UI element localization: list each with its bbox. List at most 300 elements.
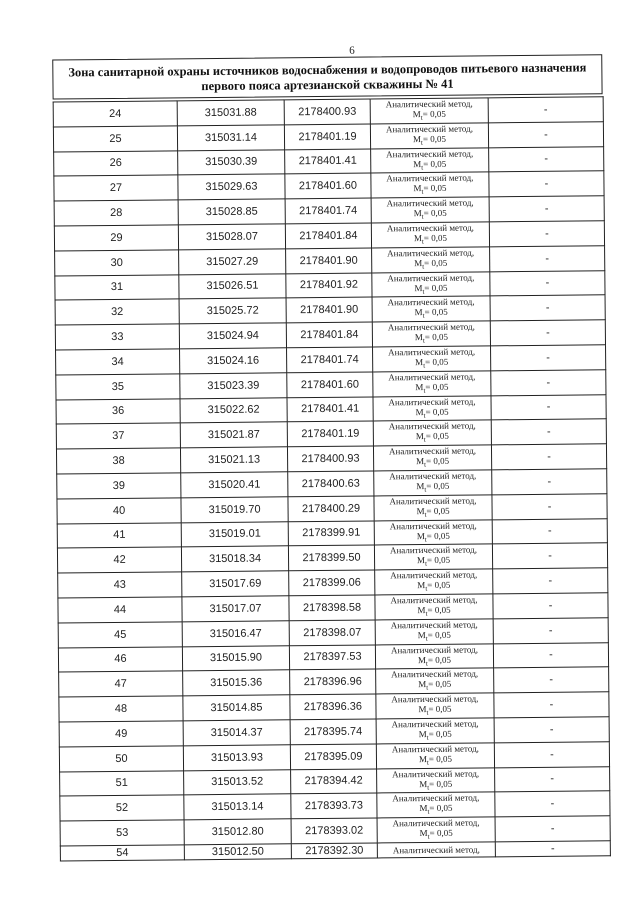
method-label: Аналитический метод, xyxy=(392,817,480,829)
method-precision-value: = 0,05 xyxy=(428,679,452,690)
dash-cell: - xyxy=(491,419,606,445)
coordinate-y: 2178401.60 xyxy=(285,173,371,199)
coordinate-x: 315020.41 xyxy=(181,472,288,498)
method-precision xyxy=(374,480,491,495)
method-label: Аналитический метод, xyxy=(386,197,474,209)
point-number: 35 xyxy=(56,374,180,400)
point-number: 37 xyxy=(56,423,180,449)
coordinate-x: 315021.13 xyxy=(180,447,287,473)
coordinate-y: 2178400.93 xyxy=(284,99,370,125)
method-precision-symbol: M xyxy=(415,431,424,442)
method-precision xyxy=(373,307,490,322)
method-precision-value: = 0,05 xyxy=(426,530,450,541)
method-precision-value: = 0,05 xyxy=(429,778,453,789)
method-cell xyxy=(375,594,493,620)
dash-cell: - xyxy=(495,766,610,792)
method-precision-value: = 0,05 xyxy=(429,827,453,839)
method-precision-symbol: M xyxy=(412,109,421,120)
method-cell xyxy=(373,395,491,421)
method-precision xyxy=(375,530,492,545)
coordinate-x: 315025.72 xyxy=(179,298,286,324)
method-cell xyxy=(374,470,492,496)
method-cell xyxy=(372,247,490,273)
point-number: 53 xyxy=(60,820,184,846)
method-precision xyxy=(374,456,491,471)
coordinate-x: 315029.63 xyxy=(178,174,285,200)
coordinate-y: 2178401.90 xyxy=(286,297,372,323)
method-precision-subscript: t xyxy=(421,212,424,221)
method-precision xyxy=(372,257,489,272)
point-number: 25 xyxy=(53,126,177,152)
method-precision-subscript: t xyxy=(422,287,425,296)
method-precision-symbol: M xyxy=(418,728,427,739)
method-label: Аналитический метод, xyxy=(389,495,477,507)
method-cell xyxy=(377,817,495,843)
dash-cell: - xyxy=(488,97,603,123)
dash-cell: - xyxy=(489,221,604,247)
method-precision-symbol: M xyxy=(413,183,422,194)
coordinate-y: 2178399.91 xyxy=(288,521,374,547)
method-cell xyxy=(376,693,494,719)
method-precision-subscript: t xyxy=(421,237,424,246)
method-precision-subscript: t xyxy=(424,460,427,469)
point-number: 40 xyxy=(57,498,181,524)
coordinate-y: 2178400.63 xyxy=(288,471,374,497)
coordinate-y: 2178401.41 xyxy=(287,397,373,423)
point-number: 39 xyxy=(57,473,181,499)
point-number: 44 xyxy=(58,597,182,623)
method-precision-value: = 0,05 xyxy=(424,282,448,293)
method-precision xyxy=(373,332,490,347)
method-label: Аналитический метод, xyxy=(391,668,479,680)
method-precision-subscript: t xyxy=(426,708,429,717)
coordinate-x: 315027.29 xyxy=(179,249,286,275)
dash-cell: - xyxy=(495,841,610,857)
method-precision-subscript: t xyxy=(421,188,424,197)
method-cell xyxy=(377,792,495,818)
method-precision-symbol: M xyxy=(415,356,424,368)
method-precision-value: = 0,05 xyxy=(428,753,453,764)
coordinate-x: 315022.62 xyxy=(180,397,287,423)
dash-cell: - xyxy=(493,617,608,643)
coordinate-y: 2178395.09 xyxy=(290,744,376,770)
method-label: Аналитический метод, xyxy=(387,296,475,308)
method-cell xyxy=(372,296,490,322)
method-precision-symbol: M xyxy=(413,232,423,244)
coordinate-x: 315026.51 xyxy=(179,273,286,299)
method-precision xyxy=(373,356,490,371)
method-precision-subscript: t xyxy=(426,733,429,742)
method-precision-subscript: t xyxy=(420,138,424,147)
coordinate-x: 315014.85 xyxy=(183,695,290,721)
coordinate-x: 315017.07 xyxy=(182,596,289,622)
point-number: 52 xyxy=(60,795,184,821)
method-label: Аналитический метод, xyxy=(390,619,478,631)
method-label: Аналитический метод, xyxy=(387,272,475,283)
method-precision xyxy=(371,133,488,148)
coordinate-y: 2178401.84 xyxy=(286,322,372,348)
coordinates-table-body xyxy=(53,97,610,861)
point-number: 30 xyxy=(55,250,179,276)
method-precision-subscript: t xyxy=(425,634,428,643)
method-cell xyxy=(376,743,494,769)
coordinate-y: 2178392.30 xyxy=(291,843,377,859)
method-precision-value: = 0,05 xyxy=(425,356,449,367)
method-precision-value: = 0,05 xyxy=(426,555,451,566)
method-precision xyxy=(371,158,488,173)
method-precision-subscript: t xyxy=(420,113,423,122)
method-label: Аналитический метод, xyxy=(385,123,473,135)
coordinate-x: 315013.14 xyxy=(184,794,291,820)
method-precision-subscript: t xyxy=(422,262,425,271)
method-precision-symbol: M xyxy=(417,580,426,591)
point-number: 34 xyxy=(56,349,180,375)
point-number: 46 xyxy=(58,646,182,672)
coordinate-y: 2178401.74 xyxy=(285,198,371,224)
method-precision-value: = 0,05 xyxy=(422,133,447,144)
method-precision xyxy=(376,703,493,718)
point-number: 42 xyxy=(57,547,181,573)
method-precision-value: = 0,05 xyxy=(425,431,449,442)
coordinate-y: 2178401.84 xyxy=(285,223,371,249)
method-precision-symbol: M xyxy=(418,704,427,715)
dash-cell: - xyxy=(490,295,605,321)
dash-cell: - xyxy=(492,493,607,519)
method-cell xyxy=(371,172,489,198)
method-precision xyxy=(375,505,492,520)
coordinate-y: 2178397.53 xyxy=(289,645,375,671)
method-precision xyxy=(374,431,491,446)
method-precision-symbol: M xyxy=(414,307,423,318)
coordinate-y: 2178396.96 xyxy=(290,669,376,695)
method-label: Аналитический метод, xyxy=(386,148,474,159)
method-precision-value: = 0,05 xyxy=(424,257,448,268)
method-cell xyxy=(373,420,491,446)
dash-cell: - xyxy=(494,692,609,718)
method-precision xyxy=(371,183,488,198)
method-precision-value: = 0,05 xyxy=(427,604,451,615)
method-precision-symbol: M xyxy=(418,679,427,690)
method-label: Аналитический метод, xyxy=(389,520,477,531)
method-precision-symbol: M xyxy=(415,381,424,392)
coordinate-y: 2178396.36 xyxy=(290,694,376,720)
method-precision xyxy=(375,579,492,594)
method-precision-subscript: t xyxy=(426,758,429,767)
coordinate-y: 2178398.58 xyxy=(289,595,375,621)
coordinate-x: 315031.88 xyxy=(177,100,284,126)
coordinate-x: 315013.93 xyxy=(183,745,290,771)
coordinate-y: 2178393.73 xyxy=(291,793,377,819)
method-precision-value: = 0,05 xyxy=(422,108,446,119)
point-number: 45 xyxy=(58,622,182,648)
method-precision-symbol: M xyxy=(416,555,426,566)
coordinate-y: 2178401.60 xyxy=(287,372,373,398)
dash-cell: - xyxy=(489,146,604,172)
method-precision-subscript: t xyxy=(425,560,428,569)
dash-cell: - xyxy=(492,518,607,544)
point-number: 32 xyxy=(55,299,179,325)
method-precision-value: = 0,05 xyxy=(427,629,451,640)
method-precision-subscript: t xyxy=(425,659,429,668)
method-precision-symbol: M xyxy=(419,828,428,839)
method-label: Аналитический метод, xyxy=(385,98,473,110)
method-label: Аналитический метод, xyxy=(391,693,479,705)
method-precision-value: = 0,05 xyxy=(423,183,447,194)
dash-cell: - xyxy=(493,568,608,594)
point-number: 47 xyxy=(59,671,183,697)
method-precision xyxy=(372,232,489,247)
point-number: 28 xyxy=(54,200,178,226)
dash-cell: - xyxy=(488,122,603,148)
method-precision-value: = 0,05 xyxy=(428,703,452,715)
method-cell xyxy=(373,371,491,397)
method-precision xyxy=(375,555,492,570)
dash-cell: - xyxy=(494,667,609,693)
table-title xyxy=(52,54,602,99)
method-precision-symbol: M xyxy=(416,480,425,492)
method-cell xyxy=(375,619,493,645)
method-precision-subscript: t xyxy=(424,510,427,519)
method-precision-value: = 0,05 xyxy=(423,158,447,169)
method-precision-symbol: M xyxy=(413,208,422,219)
dash-cell: - xyxy=(491,394,606,420)
method-label: Аналитический метод, xyxy=(387,321,475,333)
method-label: Аналитический метод, xyxy=(388,396,476,407)
method-precision xyxy=(378,827,495,842)
method-precision-value: = 0,05 xyxy=(424,307,448,318)
method-label: Аналитический метод, xyxy=(391,718,479,730)
point-number: 54 xyxy=(60,845,184,861)
dash-cell: - xyxy=(491,345,606,371)
method-precision-value: = 0,05 xyxy=(426,505,450,516)
method-label: Аналитический метод, xyxy=(392,768,480,779)
point-number: 51 xyxy=(60,770,184,796)
coordinate-y: 2178401.19 xyxy=(287,421,373,447)
coordinate-y: 2178401.19 xyxy=(284,124,370,150)
coordinate-x: 315016.47 xyxy=(182,621,289,647)
coordinate-y: 2178398.07 xyxy=(289,620,375,646)
method-precision-value: = 0,05 xyxy=(424,331,448,343)
method-precision xyxy=(376,679,493,694)
dash-cell: - xyxy=(489,196,604,222)
method-cell xyxy=(372,271,490,297)
method-precision-subscript: t xyxy=(427,783,430,792)
method-precision-value: = 0,05 xyxy=(426,455,450,467)
method-precision-subscript: t xyxy=(423,386,426,395)
method-label: Аналитический метод, xyxy=(388,420,476,432)
method-cell xyxy=(374,495,492,521)
coordinate-x: 315019.01 xyxy=(181,521,288,547)
method-precision-symbol: M xyxy=(419,778,428,789)
method-precision-value: = 0,05 xyxy=(425,406,449,417)
method-label: Аналитический метод, xyxy=(390,594,478,606)
method-precision xyxy=(376,629,493,644)
dash-cell: - xyxy=(495,816,610,842)
method-precision-symbol: M xyxy=(413,158,422,169)
point-number: 49 xyxy=(59,721,183,747)
coordinate-x: 315017.69 xyxy=(182,571,289,597)
method-precision-subscript: t xyxy=(424,535,427,544)
table-title-line-1: Зона санитарной охраны источников водоснабжения и водопроводов питьевого назначения xyxy=(68,60,587,80)
method-label: Аналитический метод, xyxy=(389,544,478,556)
coordinate-y: 2178401.90 xyxy=(286,248,372,274)
method-precision xyxy=(374,406,491,421)
method-label: Аналитический метод, xyxy=(389,470,477,482)
method-precision-symbol: M xyxy=(414,282,423,293)
coordinate-x: 315028.85 xyxy=(178,199,285,225)
coordinate-x: 315015.90 xyxy=(182,645,289,671)
method-precision xyxy=(377,728,494,743)
method-precision-symbol: M xyxy=(414,332,423,343)
method-label: Аналитический метод, xyxy=(392,792,480,804)
coordinate-y: 2178401.92 xyxy=(286,273,372,299)
method-label: Аналитический метод, xyxy=(386,172,474,184)
dash-cell: - xyxy=(494,741,609,767)
dash-cell: - xyxy=(495,791,610,817)
coordinate-x: 315021.87 xyxy=(180,422,287,448)
method-precision-subscript: t xyxy=(423,436,426,445)
method-cell xyxy=(370,123,488,149)
dash-cell: - xyxy=(490,246,605,272)
method-precision-symbol: M xyxy=(416,505,425,516)
point-number: 33 xyxy=(55,324,179,350)
method-cell xyxy=(372,321,490,347)
coordinate-x: 315014.37 xyxy=(183,720,290,746)
method-precision xyxy=(377,753,494,768)
point-number: 43 xyxy=(58,572,182,598)
point-number: 27 xyxy=(54,175,178,201)
method-label: Аналитический метод, xyxy=(390,569,478,581)
method-cell xyxy=(374,519,492,545)
coordinate-x: 315012.50 xyxy=(184,844,291,860)
coordinate-x: 315023.39 xyxy=(180,373,287,399)
method-precision-symbol: M xyxy=(416,456,425,467)
coordinate-x: 315024.94 xyxy=(179,323,286,349)
method-precision-value: = 0,05 xyxy=(425,381,449,392)
method-precision xyxy=(377,778,494,793)
dash-cell: - xyxy=(494,717,609,743)
method-cell xyxy=(371,147,489,173)
method-precision-value: = 0,05 xyxy=(423,232,448,243)
method-cell xyxy=(373,346,491,372)
method-cell xyxy=(376,668,494,694)
method-precision-subscript: t xyxy=(425,609,428,618)
coordinate-x: 315018.34 xyxy=(181,546,288,572)
coordinate-x: 315013.52 xyxy=(184,769,291,795)
point-number: 50 xyxy=(59,746,183,772)
method-cell xyxy=(375,643,493,669)
coordinates-table xyxy=(53,96,611,861)
method-label: Аналитический метод, xyxy=(388,445,477,457)
coordinate-y: 2178401.41 xyxy=(285,149,371,175)
method-cell xyxy=(371,222,489,248)
method-cell xyxy=(375,569,493,595)
coordinate-y: 2178393.02 xyxy=(291,818,377,844)
method-precision-symbol: M xyxy=(414,257,423,268)
coordinate-y: 2178395.74 xyxy=(290,719,376,745)
coordinate-y: 2178394.42 xyxy=(291,768,377,794)
method-label: Аналитический метод, xyxy=(390,644,478,655)
method-precision xyxy=(375,604,492,619)
page-number: 6 xyxy=(349,44,355,57)
method-precision xyxy=(372,282,489,297)
method-label: Аналитический метод, xyxy=(386,222,474,234)
method-precision xyxy=(372,208,489,223)
point-number: 31 xyxy=(55,274,179,300)
method-precision-symbol: M xyxy=(416,530,425,541)
coordinate-x: 315015.36 xyxy=(183,670,290,696)
dash-cell: - xyxy=(490,270,605,296)
dash-cell: - xyxy=(493,642,608,668)
dash-cell: - xyxy=(493,593,608,619)
method-precision-value: = 0,05 xyxy=(429,803,453,814)
method-label: Аналитический метод, xyxy=(387,247,475,259)
method-precision-symbol: M xyxy=(419,803,428,814)
method-precision-subscript: t xyxy=(427,832,430,841)
method-cell xyxy=(374,544,492,570)
coordinate-y: 2178399.50 xyxy=(288,545,374,571)
method-precision-subscript: t xyxy=(427,808,430,817)
method-precision xyxy=(377,803,494,818)
method-precision-symbol: M xyxy=(418,753,428,764)
method-precision xyxy=(371,108,488,123)
coordinate-x: 315028.07 xyxy=(178,224,285,250)
method-precision-value: = 0,05 xyxy=(428,728,452,739)
method-precision-symbol: M xyxy=(417,604,426,616)
coordinate-y: 2178400.93 xyxy=(287,446,373,472)
method-label: Аналитический метод, xyxy=(388,346,476,358)
method-precision-subscript: t xyxy=(423,361,426,370)
coordinate-x: 315030.39 xyxy=(178,149,285,175)
method-precision-value: = 0,05 xyxy=(427,654,452,665)
method-precision-subscript: t xyxy=(424,485,427,494)
dash-cell: - xyxy=(491,444,606,470)
dash-cell: - xyxy=(489,171,604,197)
method-cell xyxy=(373,445,491,471)
method-cell xyxy=(370,98,488,124)
dash-cell: - xyxy=(492,469,607,495)
method-cell xyxy=(377,767,495,793)
method-precision-subscript: t xyxy=(423,411,426,420)
method-precision-subscript: t xyxy=(426,684,429,693)
point-number: 36 xyxy=(56,398,180,424)
method-cell xyxy=(371,197,489,223)
coordinate-x: 315019.70 xyxy=(181,497,288,523)
method-precision-symbol: M xyxy=(417,654,427,665)
method-label: Аналитический метод, xyxy=(391,743,479,755)
coordinate-x: 315012.80 xyxy=(184,819,291,845)
method-precision-subscript: t xyxy=(425,584,428,593)
point-number: 24 xyxy=(53,101,177,127)
method-label: Аналитический метод, xyxy=(388,371,476,383)
coordinate-y: 2178399.06 xyxy=(289,570,375,596)
method-precision-symbol: M xyxy=(417,629,426,640)
method-precision-value: = 0,05 xyxy=(423,207,447,219)
method-precision-symbol: M xyxy=(415,406,424,417)
method-precision-subscript: t xyxy=(422,312,425,321)
method-label: Аналитический метод, xyxy=(392,844,480,856)
coordinate-y: 2178400.29 xyxy=(288,496,374,522)
method-cell xyxy=(376,718,494,744)
dash-cell: - xyxy=(490,320,605,346)
method-precision-subscript: t xyxy=(422,336,425,345)
coordinate-x: 315031.14 xyxy=(177,125,284,151)
method-precision xyxy=(376,654,493,669)
coordinate-x: 315024.16 xyxy=(180,348,287,374)
dash-cell: - xyxy=(492,543,607,569)
point-number: 38 xyxy=(56,448,180,474)
method-cell xyxy=(377,842,495,858)
